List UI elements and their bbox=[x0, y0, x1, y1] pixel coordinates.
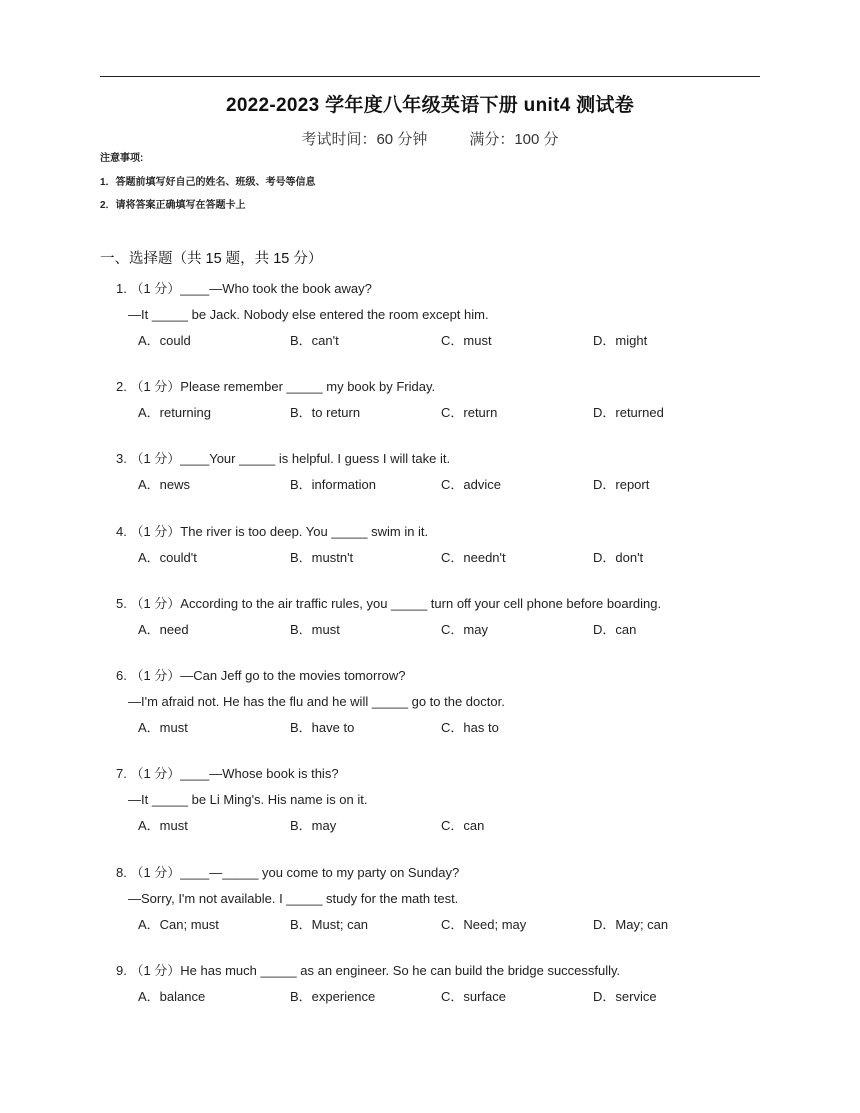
exam-info bbox=[0, 128, 860, 149]
question-stem: 3. （1 分）____Your _____ is helpful. I guess I will take it. bbox=[116, 451, 451, 466]
question-line: —It _____ be Li Ming's. His name is on it. bbox=[128, 792, 368, 807]
option-c[interactable]: C．surface bbox=[441, 989, 507, 1004]
exam-score: 满分：100 分 bbox=[469, 131, 559, 148]
option-c[interactable]: C．may bbox=[441, 622, 488, 637]
option-b[interactable]: B．must bbox=[290, 622, 340, 637]
option-c[interactable]: C．can bbox=[441, 818, 485, 833]
question-stem: 4. （1 分）The river is too deep. You _____ swim in it. bbox=[116, 524, 429, 539]
option-c[interactable]: C．Need; may bbox=[441, 917, 527, 932]
option-a[interactable]: A．must bbox=[138, 818, 188, 833]
option-c[interactable]: C．must bbox=[441, 333, 492, 348]
options-row bbox=[116, 404, 756, 426]
question-stem: 5. （1 分）According to the air traffic rules, you _____ turn off your cell phone before boarding. bbox=[116, 596, 662, 611]
options-row bbox=[116, 621, 756, 643]
options-row bbox=[116, 817, 756, 839]
option-d[interactable]: D．might bbox=[593, 333, 648, 348]
notes-item: 2．请将答案正确填写在答题卡上 bbox=[100, 200, 246, 211]
option-b[interactable]: B．information bbox=[290, 477, 376, 492]
option-a[interactable]: A．could bbox=[138, 333, 191, 348]
option-c[interactable]: C．needn't bbox=[441, 550, 506, 565]
option-a[interactable]: A．news bbox=[138, 477, 191, 492]
question-2 bbox=[116, 378, 756, 426]
question-line: —I'm afraid not. He has the flu and he will _____ go to the doctor. bbox=[128, 694, 505, 709]
question-stem: 2. （1 分）Please remember _____ my book by Friday. bbox=[116, 379, 436, 394]
option-a[interactable]: A．balance bbox=[138, 989, 206, 1004]
option-b[interactable]: B．can't bbox=[290, 333, 339, 348]
question-6 bbox=[116, 667, 756, 741]
option-b[interactable]: B．Must; can bbox=[290, 917, 369, 932]
option-d[interactable]: D．report bbox=[593, 477, 650, 492]
options-row bbox=[116, 476, 756, 498]
option-c[interactable]: C．advice bbox=[441, 477, 501, 492]
options-row bbox=[116, 916, 756, 938]
notes-block bbox=[100, 152, 316, 223]
option-d[interactable]: D．May; can bbox=[593, 917, 669, 932]
exam-time: 考试时间：60 分钟 bbox=[301, 131, 428, 148]
option-d[interactable]: D．service bbox=[593, 989, 657, 1004]
question-1 bbox=[116, 280, 756, 354]
option-b[interactable]: B．to return bbox=[290, 405, 361, 420]
option-b[interactable]: B．may bbox=[290, 818, 337, 833]
option-d[interactable]: D．don't bbox=[593, 550, 644, 565]
option-a[interactable]: A．returning bbox=[138, 405, 211, 420]
question-stem: 6. （1 分）—Can Jeff go to the movies tomorrow? bbox=[116, 668, 406, 683]
question-stem: 9. （1 分）He has much _____ as an engineer. So he can build the bridge successfully. bbox=[116, 963, 621, 978]
question-line: —It _____ be Jack. Nobody else entered the room except him. bbox=[128, 307, 489, 322]
options-row bbox=[116, 549, 756, 571]
question-3 bbox=[116, 450, 756, 498]
question-stem: 1. （1 分）____—Who took the book away? bbox=[116, 281, 372, 296]
page-title: 2022-2023 学年度八年级英语下册 unit4 测试卷 bbox=[225, 95, 635, 116]
options-row bbox=[116, 988, 756, 1010]
question-8 bbox=[116, 864, 756, 938]
option-b[interactable]: B．experience bbox=[290, 989, 376, 1004]
option-c[interactable]: C．has to bbox=[441, 720, 499, 735]
option-b[interactable]: B．mustn't bbox=[290, 550, 354, 565]
options-row bbox=[116, 719, 756, 741]
question-7 bbox=[116, 765, 756, 839]
question-stem: 8. （1 分）____—_____ you come to my party on Sunday? bbox=[116, 865, 460, 880]
option-a[interactable]: A．Can; must bbox=[138, 917, 219, 932]
notes-heading: 注意事项: bbox=[100, 153, 144, 164]
question-4 bbox=[116, 523, 756, 571]
option-a[interactable]: A．must bbox=[138, 720, 188, 735]
question-line: —Sorry, I'm not available. I _____ study for the math test. bbox=[128, 891, 459, 906]
question-stem: 7. （1 分）____—Whose book is this? bbox=[116, 766, 339, 781]
option-b[interactable]: B．have to bbox=[290, 720, 355, 735]
top-rule bbox=[100, 76, 760, 77]
options-row bbox=[116, 332, 756, 354]
option-c[interactable]: C．return bbox=[441, 405, 498, 420]
question-5 bbox=[116, 595, 756, 643]
option-a[interactable]: A．need bbox=[138, 622, 189, 637]
question-9 bbox=[116, 962, 756, 1010]
option-d[interactable]: D．can bbox=[593, 622, 637, 637]
option-a[interactable]: A．could't bbox=[138, 550, 197, 565]
notes-item: 1．答题前填写好自己的姓名、班级、考号等信息 bbox=[100, 176, 316, 188]
section-title: 一、选择题（共 15 题，共 15 分） bbox=[100, 251, 323, 267]
option-d[interactable]: D．returned bbox=[593, 405, 664, 420]
